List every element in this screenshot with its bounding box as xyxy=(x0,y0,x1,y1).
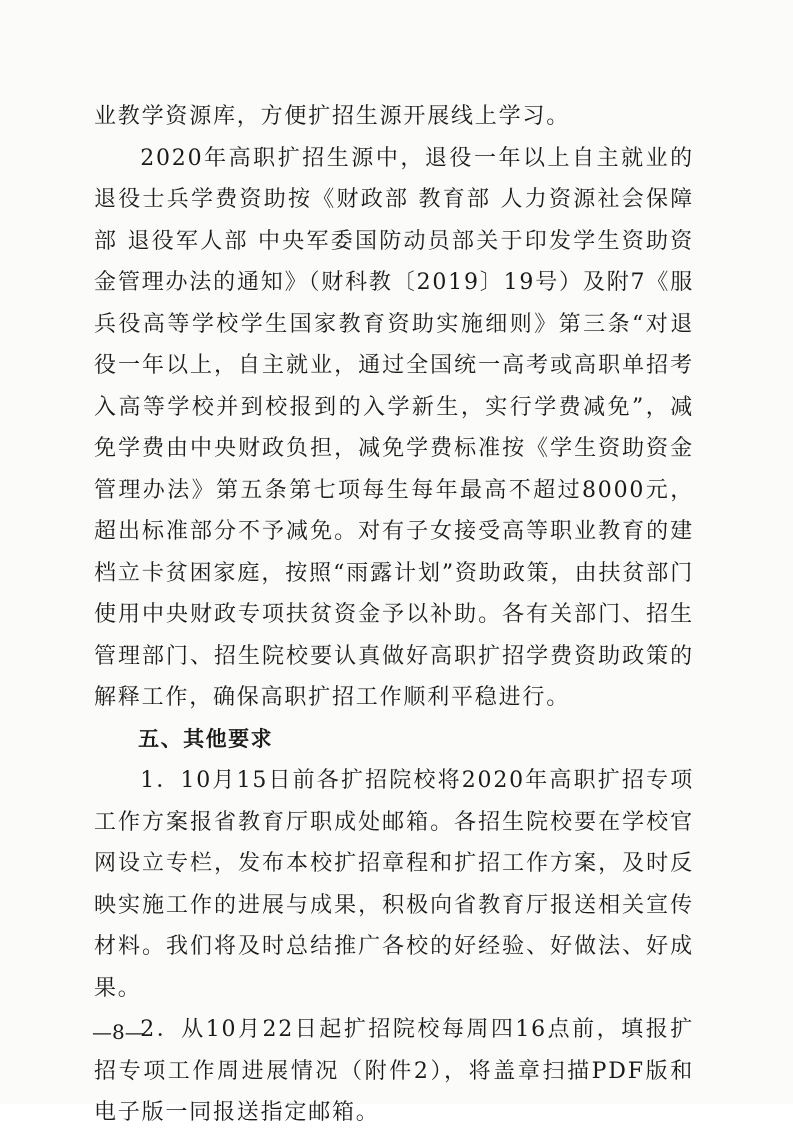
section-heading: 五、其他要求 xyxy=(138,726,274,751)
paragraph-continuation: 业教学资源库，方便扩招生源开展线上学习。 xyxy=(94,104,571,129)
document-body xyxy=(94,96,694,1134)
page-number: —8— xyxy=(92,1020,145,1044)
list-item-1: 1．10月15日前各扩招院校将2020年高职扩招专项工作方案报省教育厅职成处邮箱。各招生院校要在学校官网设立专栏，发布本校扩招章程和扩招工作方案，及时反映实施工作的进展与成果，积极向省教育厅报送相关宣传材料。我们将及时总结推广各校的好经验、好做法、好成果。 xyxy=(94,768,694,1001)
paragraph-tuition-subsidy: 2020年高职扩招生源中，退役一年以上自主就业的退役士兵学费资助按《财政部 教育部 人力资源社会保障部 退役军人部 中央军委国防动员部关于印发学生资助资金管理办法的通知》（财科教〔2019〕19号）及附7《服兵役高等学校学生国家教育资助实施细则》第三条“对退役一年以上，自主就业，通过全国统一高考或高职单招考入高等学校并到校报到的入学新生，实行学费减免”，减免学费由中央财政负担，减免学费标准按《学生资助资金管理办法》第五条第七项每生每年最高不超过8000元，超出标准部分不予减免。对有子女接受高等职业教育的建档立卡贫困家庭，按照“雨露计划”资助政策，由扶贫部门使用中央财政专项扶贫资金予以补助。各有关部门、招生管理部门、招生院校要认真做好高职扩招学费资助政策的解释工作，确保高职扩招工作顺利平稳进行。 xyxy=(94,145,694,710)
list-item-2: 2．从10月22日起扩招院校每周四16点前，填报扩招专项工作周进展情况（附件2），将盖章扫描PDF版和电子版一同报送指定邮箱。 xyxy=(94,1017,694,1125)
